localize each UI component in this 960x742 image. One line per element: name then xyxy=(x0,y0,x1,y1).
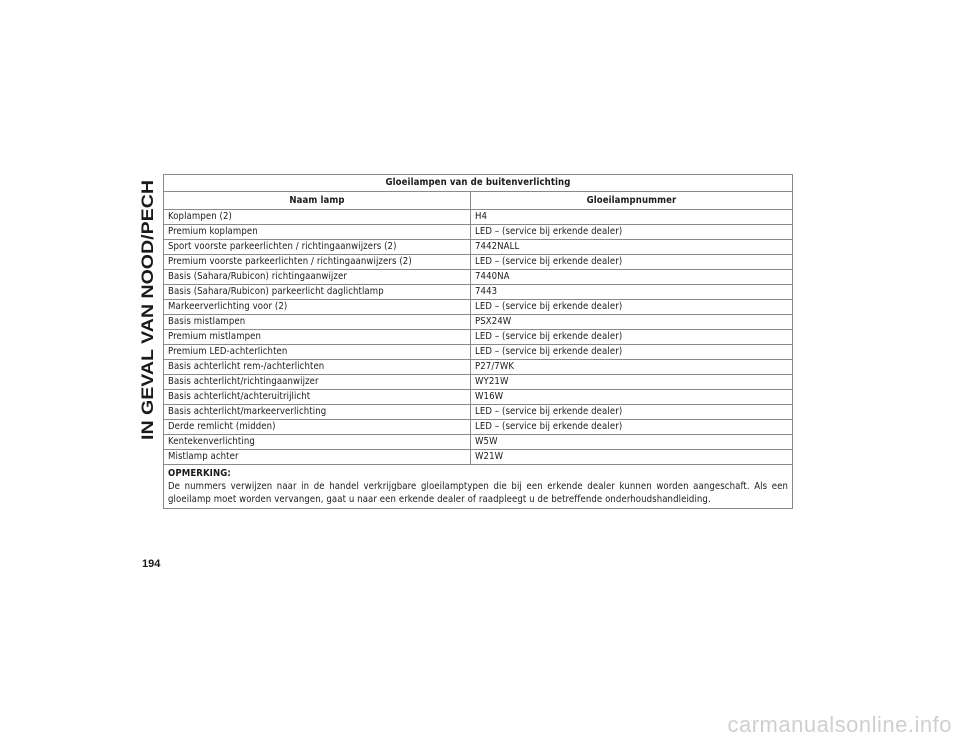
table-row xyxy=(164,210,793,225)
bulb-number-cell: PSX24W xyxy=(471,315,793,330)
column-header-bulb-number: Gloeilampnummer xyxy=(471,192,793,210)
lamp-name-cell: Basis (Sahara/Rubicon) parkeerlicht daglichtlamp xyxy=(164,285,471,300)
table-row xyxy=(164,285,793,300)
table-row xyxy=(164,390,793,405)
lamp-name-cell: Markeerverlichting voor (2) xyxy=(164,300,471,315)
note-cell xyxy=(164,465,793,509)
table-row xyxy=(164,420,793,435)
lamp-name-cell: Premium mistlampen xyxy=(164,330,471,345)
bulb-number-cell: W16W xyxy=(471,390,793,405)
bulb-number-cell: P27/7WK xyxy=(471,360,793,375)
note-text: De nummers verwijzen naar in de handel verkrijgbare gloeilamptypen die bij een erkende dealer kunnen worden aangeschaft. Als een gloeilamp moet worden vervangen, gaat u naar een erkende dealer of raadpleegt u de betreffende onderhoudshandleiding. xyxy=(168,481,788,505)
bulb-number-cell: LED – (service bij erkende dealer) xyxy=(471,255,793,270)
bulb-number-cell: 7442NALL xyxy=(471,240,793,255)
table-body xyxy=(164,210,793,465)
table-row xyxy=(164,300,793,315)
table-row xyxy=(164,405,793,420)
section-side-title-text: IN GEVAL VAN NOOD/PECH xyxy=(138,214,157,440)
table-row xyxy=(164,240,793,255)
lamp-name-cell: Premium LED-achterlichten xyxy=(164,345,471,360)
section-side-title xyxy=(134,178,160,440)
lamp-name-cell: Basis achterlicht/markeerverlichting xyxy=(164,405,471,420)
bulb-number-cell: LED – (service bij erkende dealer) xyxy=(471,330,793,345)
bulb-number-cell: LED – (service bij erkende dealer) xyxy=(471,345,793,360)
lamp-name-cell: Basis (Sahara/Rubicon) richtingaanwijzer xyxy=(164,270,471,285)
bulb-number-cell: WY21W xyxy=(471,375,793,390)
lamp-name-cell: Kentekenverlichting xyxy=(164,435,471,450)
bulb-number-cell: LED – (service bij erkende dealer) xyxy=(471,225,793,240)
table-row xyxy=(164,255,793,270)
note-label: OPMERKING: xyxy=(168,468,231,479)
table-row xyxy=(164,435,793,450)
lamp-name-cell: Sport voorste parkeerlichten / richtingaanwijzers (2) xyxy=(164,240,471,255)
table-row xyxy=(164,315,793,330)
table-row xyxy=(164,450,793,465)
bulb-number-cell: LED – (service bij erkende dealer) xyxy=(471,300,793,315)
lamp-name-cell: Premium voorste parkeerlichten / richtingaanwijzers (2) xyxy=(164,255,471,270)
lamp-name-cell: Basis achterlicht/achteruitrijlicht xyxy=(164,390,471,405)
lamp-name-cell: Mistlamp achter xyxy=(164,450,471,465)
lamp-name-cell: Basis achterlicht rem-/achterlichten xyxy=(164,360,471,375)
bulb-number-cell: W21W xyxy=(471,450,793,465)
lamp-name-cell: Derde remlicht (midden) xyxy=(164,420,471,435)
bulb-table xyxy=(163,174,793,509)
column-header-lamp-name: Naam lamp xyxy=(164,192,471,210)
lamp-name-cell: Basis achterlicht/richtingaanwijzer xyxy=(164,375,471,390)
table-row xyxy=(164,330,793,345)
bulb-number-cell: W5W xyxy=(471,435,793,450)
lamp-name-cell: Koplampen (2) xyxy=(164,210,471,225)
lamp-name-cell: Premium koplampen xyxy=(164,225,471,240)
table-row xyxy=(164,375,793,390)
table-row xyxy=(164,225,793,240)
table-row xyxy=(164,345,793,360)
bulb-number-cell: H4 xyxy=(471,210,793,225)
table-title: Gloeilampen van de buitenverlichting xyxy=(164,175,793,192)
page-number: 194 xyxy=(142,558,161,570)
table-row xyxy=(164,270,793,285)
table-row xyxy=(164,360,793,375)
footer-watermark: carmanualsonline.info xyxy=(727,712,952,737)
bulb-number-cell: 7440NA xyxy=(471,270,793,285)
bulb-number-cell: LED – (service bij erkende dealer) xyxy=(471,405,793,420)
lamp-name-cell: Basis mistlampen xyxy=(164,315,471,330)
bulb-number-cell: 7443 xyxy=(471,285,793,300)
bulb-number-cell: LED – (service bij erkende dealer) xyxy=(471,420,793,435)
